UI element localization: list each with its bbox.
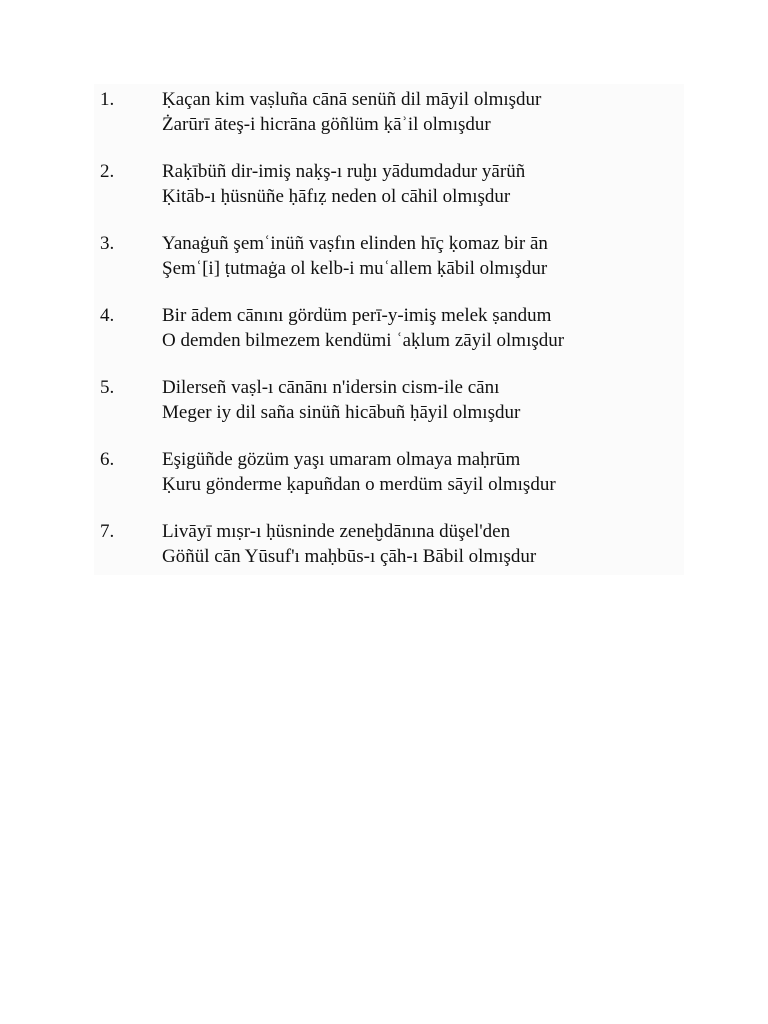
verse-line: Yanaġuñ şemʿinüñ vaṣfın elinden hīç ḳomaz bir ān	[162, 233, 548, 254]
couplet-number: 3.	[100, 233, 115, 254]
couplet-7	[94, 520, 684, 569]
couplet-number: 5.	[100, 377, 115, 398]
verse-line: Meger iy dil saña sinüñ hicābuñ ḥāyil olmışdur	[162, 401, 521, 423]
couplet-number: 4.	[100, 305, 115, 326]
couplet-number: 2.	[100, 161, 115, 182]
verse-line: Livāyī mıṣr-ı ḥüsninde zeneḫdānına düşel'den	[162, 521, 511, 542]
couplet-3	[94, 232, 684, 281]
verse-line: Şemʿ[i] ṭutmaġa ol kelb-i muʿallem ḳābil olmışdur	[162, 257, 548, 279]
verse-line: Żarūrī āteş-i hicrāna göñlüm ḳāʾil olmışdur	[162, 113, 491, 135]
verse-line: Dilerseñ vaṣl-ı cānānı n'idersin cism-ile cānı	[162, 377, 500, 398]
verse-line: Raḳībüñ dir-imiş naḳş-ı ruḫı yādumdadur yārüñ	[162, 161, 526, 182]
verse-line: Göñül cān Yūsuf'ı maḥbūs-ı çāh-ı Bābil olmışdur	[162, 545, 537, 567]
couplet-number: 1.	[100, 89, 115, 110]
verse-line: Bir ādem cānını gördüm perī-y-imiş melek ṣandum	[162, 305, 552, 326]
verse-line: Eşigüñde gözüm yaşı umaram olmaya maḥrūm	[162, 449, 521, 470]
verse-line: Ḳuru gönderme ḳapuñdan o merdüm sāyil olmışdur	[162, 473, 556, 495]
poem-text-block	[94, 84, 684, 575]
couplet-6	[94, 448, 684, 497]
verse-line: Ḳaçan kim vaṣluña cānā senüñ dil māyil olmışdur	[162, 89, 542, 110]
couplet-4	[94, 304, 684, 353]
couplet-2	[94, 160, 684, 209]
verse-line: Ḳitāb-ı ḥüsnüñe ḥāfıẓ neden ol cāhil olmışdur	[162, 185, 511, 207]
verse-line: O demden bilmezem kendümi ʿaḳlum zāyil olmışdur	[162, 329, 565, 351]
couplet-5	[94, 376, 684, 425]
couplet-1	[94, 88, 684, 137]
couplet-number: 6.	[100, 449, 115, 470]
couplet-number: 7.	[100, 521, 115, 542]
